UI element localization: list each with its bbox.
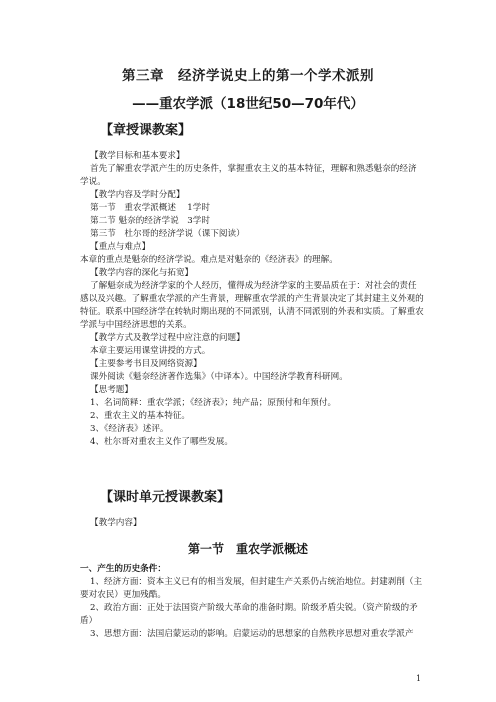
- teaching-content-label: 【教学内容】: [90, 518, 142, 528]
- text-line: 1、名词简释：重农学派；《经济表》；纯产品；原预付和年预付。: [90, 398, 337, 408]
- body-line: 3、思想方面：法国启蒙运动的影响。启蒙运动的思想家的自然秩序思想对重农学派产: [90, 629, 414, 639]
- text-line: 第一节 重农学派概述 1学时: [90, 203, 210, 213]
- text-line: 【教学内容的深化与拓宽】: [90, 268, 194, 278]
- text-line: 【教学目标和基本要求】: [90, 151, 185, 161]
- text-line: 第三节 杜尔哥的经济学说（课下阅读）: [90, 229, 245, 239]
- text-line: 了解魁奈成为经济学家的个人经历，懂得成为经济学家的主要品质在于：对社会的责任: [90, 281, 417, 291]
- text-line: 感以及兴趣。了解重农学派的产生背景，理解重农学派的产生背景决定了其封建主义外观的: [80, 294, 424, 304]
- body-line: 1、经济方面：资本主义已有的相当发展，但封建生产关系仍占统治地位。封建剥削（主: [90, 577, 423, 587]
- section-title: 第一节 重农学派概述: [187, 542, 308, 556]
- text-line: 3、《经济表》述评。: [90, 424, 169, 434]
- subheading: 一、产生的历史条件：: [80, 564, 166, 574]
- unit-lesson-plan-heading: 【课时单元授课教案】: [100, 490, 231, 505]
- text-line: 特征。联系中国经济学在转轨时期出现的不同派别，认清不同派别的外表和实质。了解重农: [80, 307, 424, 317]
- text-line: 2、重农主义的基本特征。: [90, 411, 190, 421]
- page-number: 1: [416, 674, 422, 683]
- chapter-lesson-plan-heading: 【章授课教案】: [100, 123, 192, 138]
- text-line: 学说。: [80, 177, 106, 187]
- text-line: 课外阅读《魁奈经济著作选集》（中译本）。中国经济学教育科研网。: [90, 372, 348, 382]
- text-line: 【主要参考书目及网络资源】: [90, 359, 202, 369]
- text-line: 第二节 魁奈的经济学说 3学时: [90, 216, 210, 226]
- text-line: 【教学方式及教学过程中应注意的问题】: [90, 333, 245, 343]
- text-line: 本章主要运用课堂讲授的方式。: [90, 346, 211, 356]
- text-line: 【教学内容及学时分配】: [90, 190, 185, 200]
- body-line: 要对农民）更加残酷。: [80, 590, 166, 600]
- text-line: 学派与中国经济思想的关系。: [80, 320, 192, 330]
- chapter-title: 第三章 经济学说史上的第一个学术派别: [122, 68, 374, 84]
- chapter-subtitle: ——重农学派（18世纪50—70年代）: [132, 96, 364, 112]
- body-line: 盾）: [80, 616, 98, 626]
- text-line: 【思考题】: [90, 385, 133, 395]
- text-line: 首先了解重农学派产生的历史条件，掌握重农主义的基本特征，理解和熟悉魁奈的经济: [90, 164, 417, 174]
- body-line: 2、政治方面：正处于法国资产阶级大革命的准备时期。阶级矛盾尖锐。（资产阶级的矛: [90, 603, 418, 613]
- text-line: 4、杜尔哥对重农主义作了哪些发展。: [90, 437, 233, 447]
- text-line: 本章的重点是魁奈的经济学说。难点是对魁奈的《经济表》的理解。: [80, 255, 338, 265]
- text-line: 【重点与难点】: [90, 242, 151, 252]
